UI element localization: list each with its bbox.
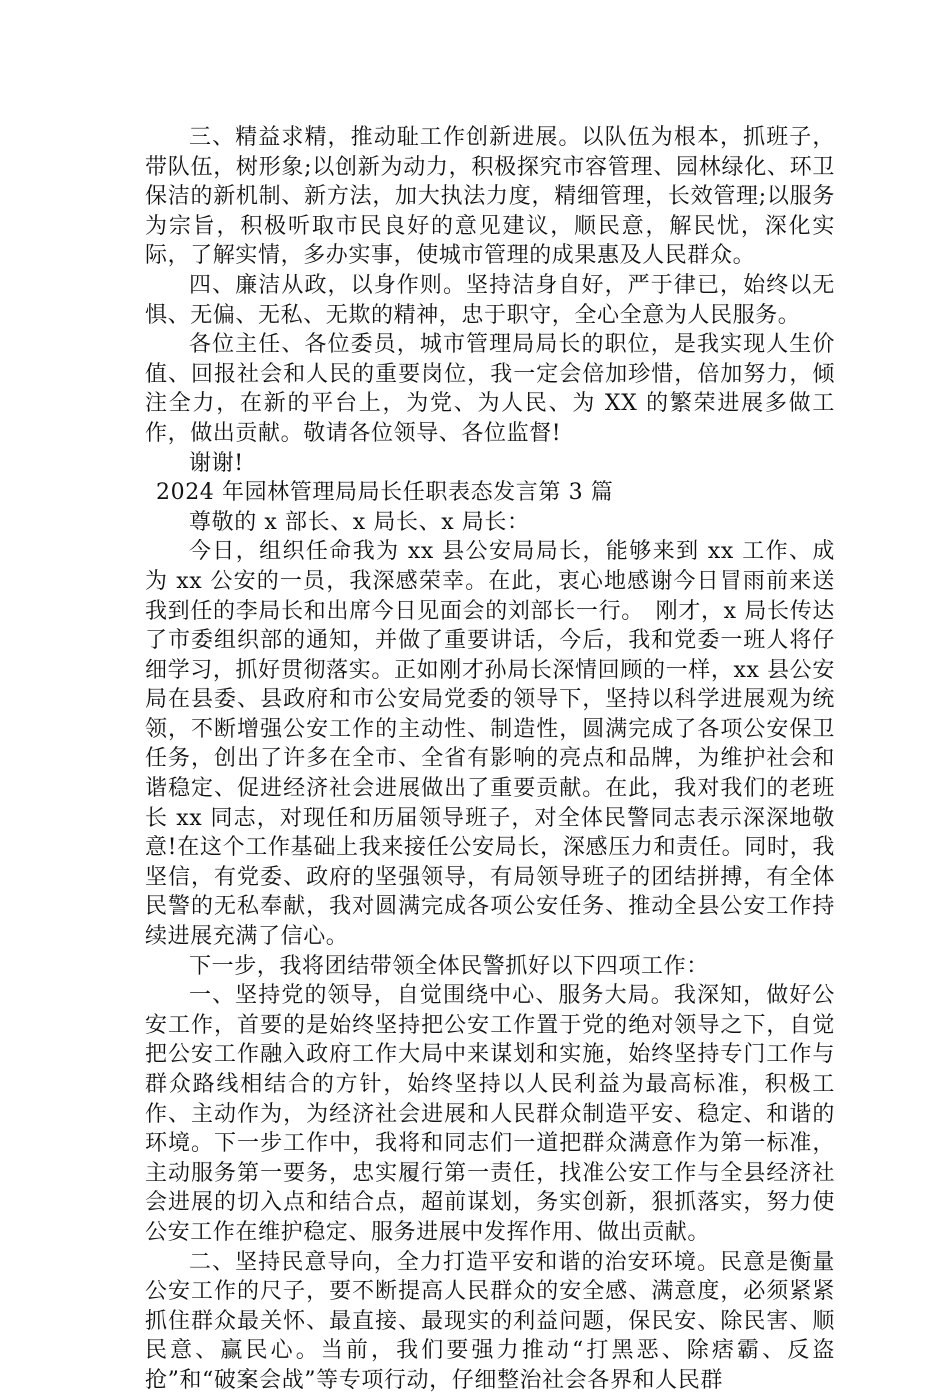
paragraph-thanks: 谢谢! bbox=[189, 450, 244, 476]
paragraph-closing-remarks: 各位主任、各位委员，城市管理局局长的职位，是我实现人生价值、回报社会和人民的重要岗位，我一定会倍加珍惜，倍加努力，倾注全力，在新的平台上，为党、为人民、为 XX 的繁荣进展多做工作，做出贡献。敬请各位领导、各位监督! bbox=[145, 332, 835, 446]
paragraph-item-two: 二、坚持民意导向，全力打造平安和谐的治安环境。民意是衡量公安工作的尺子，要不断提高人民群众的安全感、满意度，必须紧紧抓住群众最关怀、最直接、最现实的利益问题，保民安、除民害、顺民意、赢民心。当前，我们要强力推动“打黑恶、除痞霸、反盗抢”和“破案会战”等专项行动，仔细整治社会各界和人民群 bbox=[145, 1249, 835, 1393]
paragraph-salutation: 尊敬的 x 部长、x 局长、x 局长： bbox=[189, 509, 530, 535]
paragraph-item-one: 一、坚持党的领导，自觉围绕中心、服务大局。我深知，做好公安工作，首要的是始终坚持把公安工作置于党的绝对领导之下，自觉把公安工作融入政府工作大局中来谋划和实施，始终坚持专门工作与群众路线相结合的方针，始终坚持以人民利益为最高标准，积极工作、主动作为，为经济社会进展和人民群众制造平安、稳定、和谐的环境。下一步工作中，我将和同志们一道把群众满意作为第一标准，主动服务第一要务，忠实履行第一责任，找准公安工作与全县经济社会进展的切入点和结合点，超前谋划，务实创新，狠抓落实，努力使公安工作在维护稳定、服务进展中发挥作用、做出贡献。 bbox=[145, 983, 835, 1245]
section-heading: 2024 年园林管理局局长任职表态发言第 3 篇 bbox=[156, 480, 614, 506]
paragraph-section-three: 三、精益求精，推动耻工作创新进展。以队伍为根本，抓班子，带队伍，树形象;以创新为动力，积极探究市容管理、园林绿化、环卫保洁的新机制、新方法，加大执法力度，精细管理，长效管理;以服务为宗旨，积极听取市民良好的意见建议，顺民意，解民忧，深化实际，了解实情，多办实事，使城市管理的成果惠及人民群众。 bbox=[145, 125, 835, 269]
paragraph-section-four: 四、廉洁从政，以身作则。坚持洁身自好，严于律已，始终以无惧、无偏、无私、无欺的精神，忠于职守，全心全意为人民服务。 bbox=[145, 272, 835, 328]
paragraph-appointment: 今日，组织任命我为 xx 县公安局局长，能够来到 xx 工作、成为 xx 公安的一员，我深感荣幸。在此，衷心地感谢今日冒雨前来送我到任的李局长和出席今日见面会的刘部长一行。 刚才，x 局长传达了市委组织部的通知，并做了重要讲话，今后，我和党委一班人将仔细学习，抓好贯彻落实。正如刚才孙局长深情回顾的一样，xx 县公安局在县委、县政府和市公安局党委的领导下，坚持以科学进展观为统领，不断增强公安工作的主动性、制造性，圆满完成了各项公安保卫任务，创出了许多在全市、全省有影响的亮点和品牌，为维护社会和谐稳定、促进经济社会进展做出了重要贡献。在此，我对我们的老班长 xx 同志，对现任和历届领导班子，对全体民警同志表示深深地敬意!在这个工作基础上我来接任公安局长，深感压力和责任。同时，我坚信，有党委、政府的坚强领导，有局领导班子的团结拼搏，有全体民警的无私奉献，我对圆满完成各项公安任务、推动全县公安工作持续进展充满了信心。 bbox=[145, 539, 835, 950]
document-body bbox=[145, 123, 835, 1396]
paragraph-next-steps: 下一步，我将团结带领全体民警抓好以下四项工作： bbox=[189, 953, 709, 979]
